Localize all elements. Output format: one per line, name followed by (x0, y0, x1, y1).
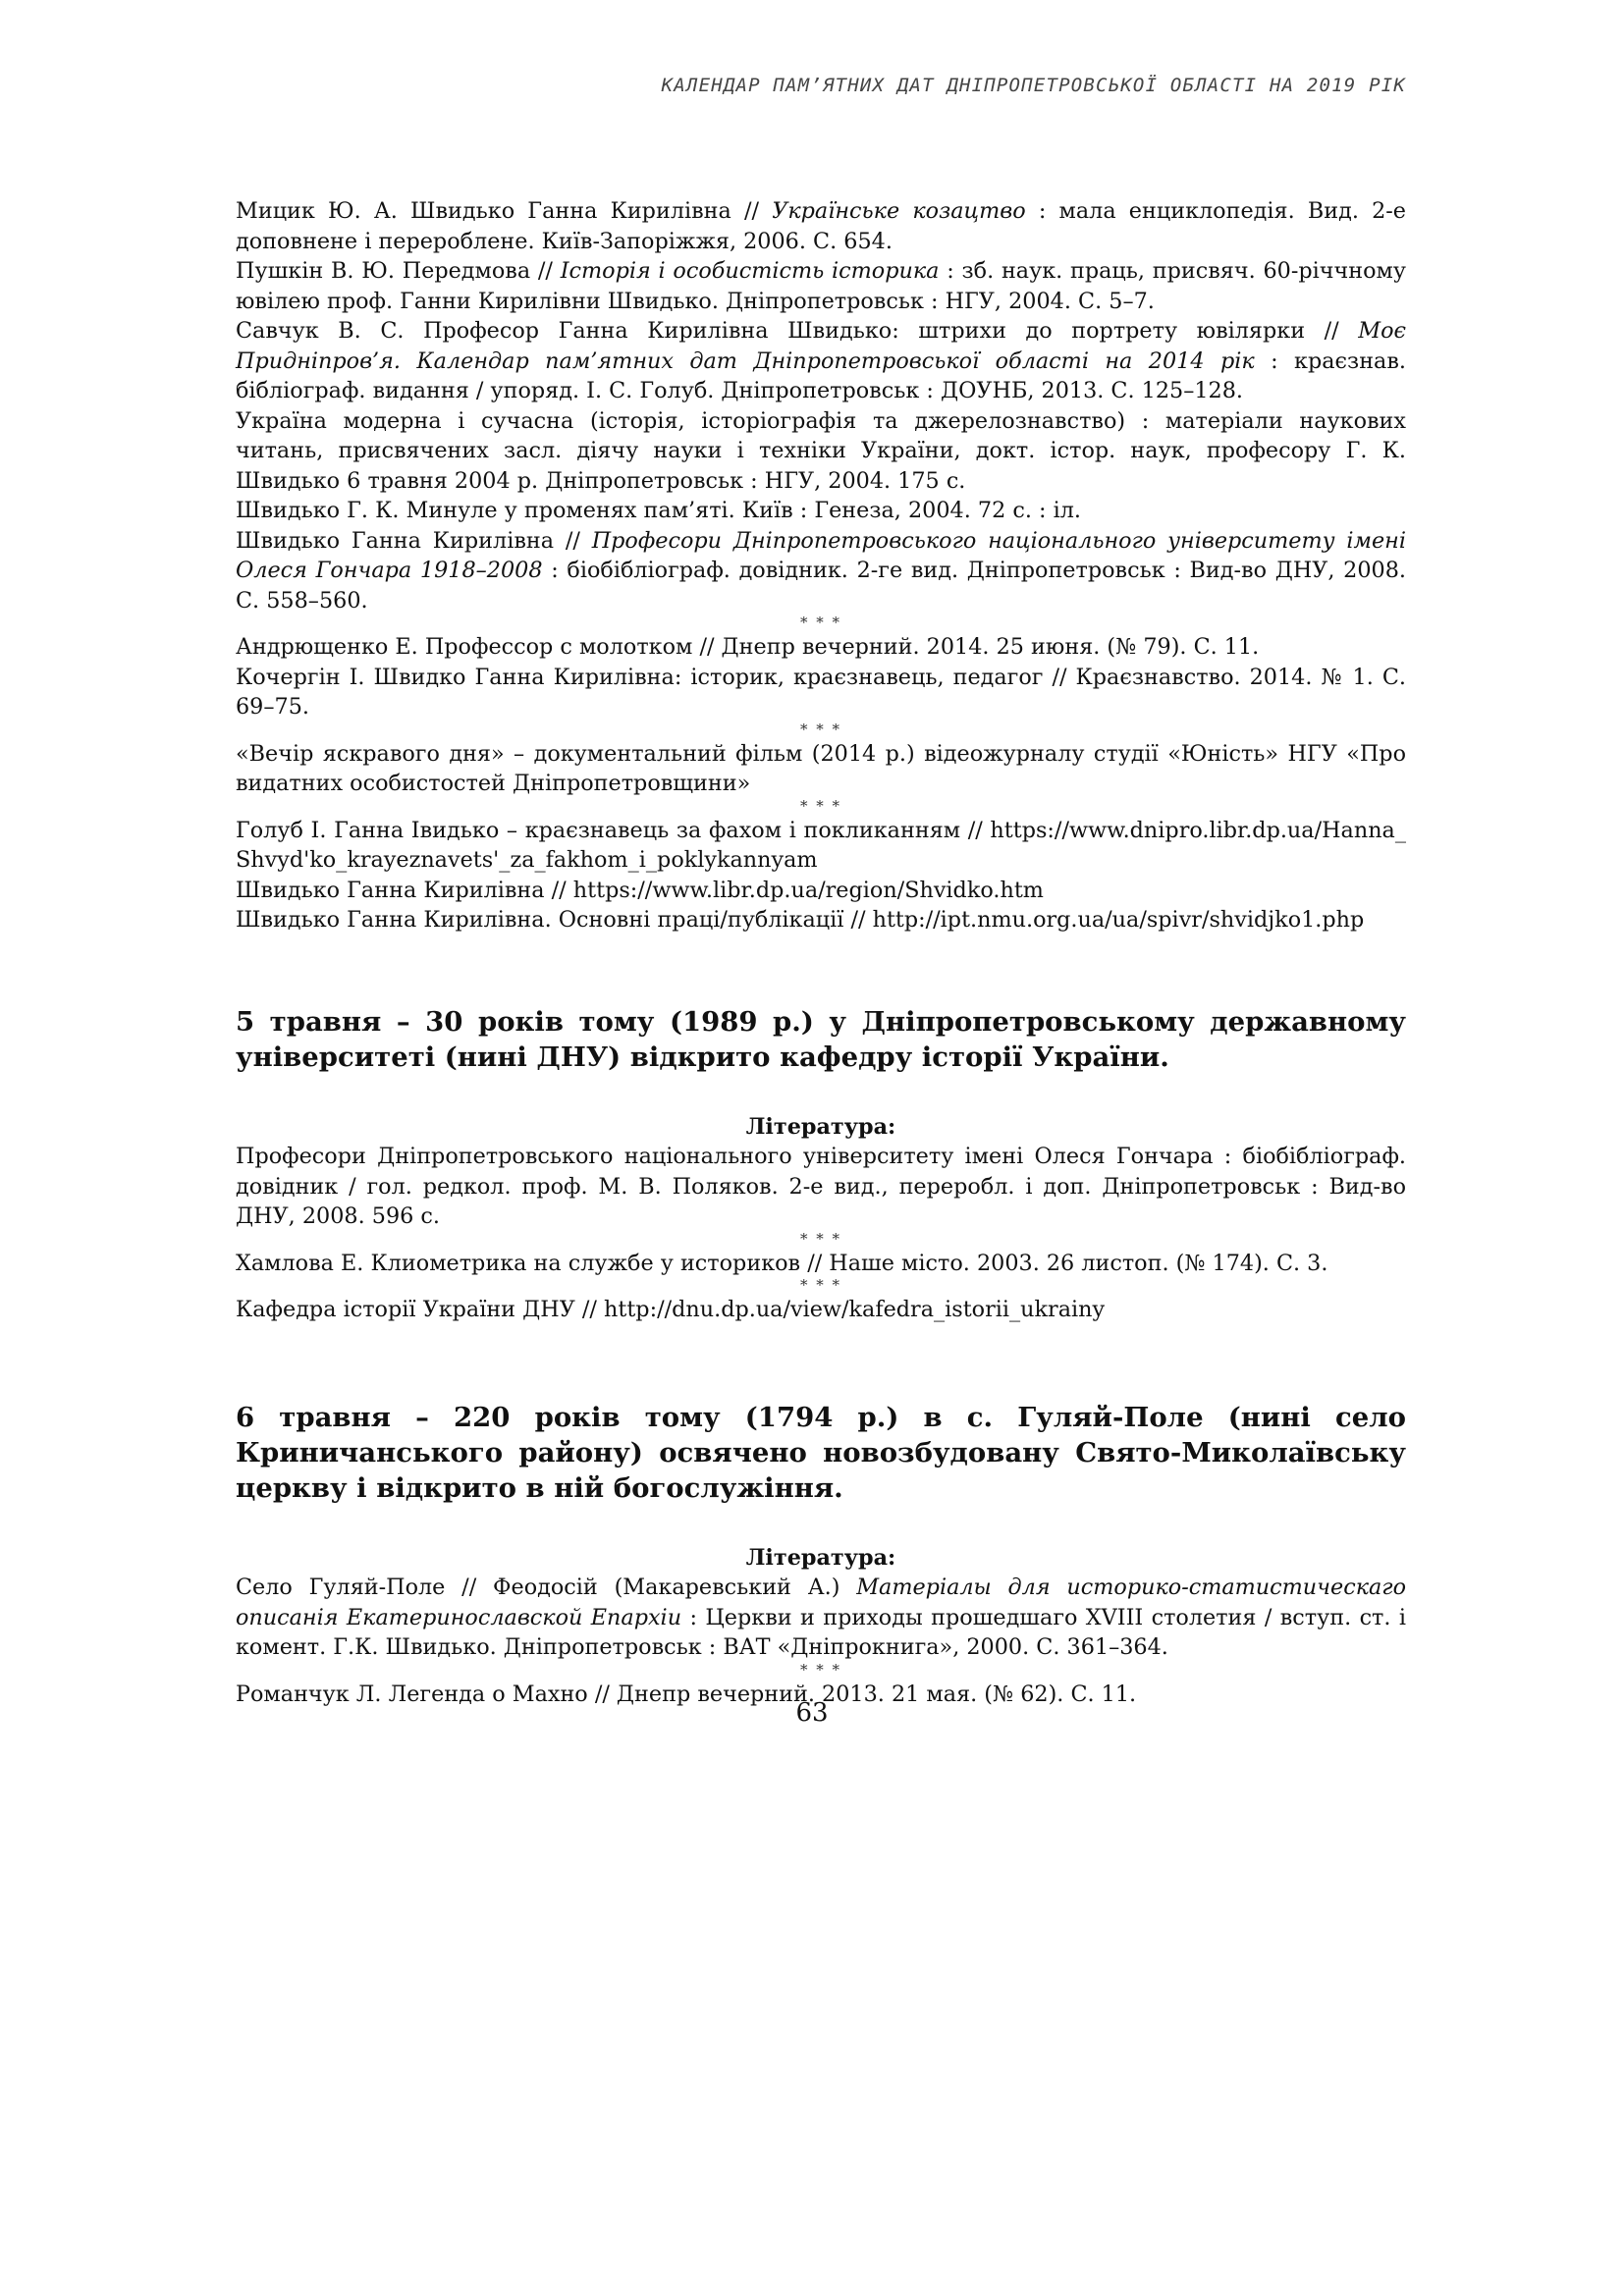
bibliography-entry: Кафедра історії України ДНУ // http://dnu.dp.ua/view/kafedra_istorii_ukrainy (236, 1297, 1106, 1322)
running-header: КАЛЕНДАР ПАМ’ЯТНИХ ДАТ ДНІПРОПЕТРОВСЬКОЇ ОБЛАСТІ НА 2019 РІК (661, 75, 1406, 96)
bibliography-entry: Савчук В. С. Професор Ганна Кирилівна Швидько: штрихи до портрету ювілярки // Моє Придніпров’я. Календар пам’ятних дат Дніпропетровської області на 2014 рік : краєзнав. бібліограф. видання / упоряд. І. С. Голуб. Дніпропетровськ : ДОУНБ, 2013. С. 125–128. (236, 318, 1406, 403)
separator-stars: * * * (799, 1229, 842, 1248)
bibliography-entry: Швидько Ганна Кирилівна // https://www.libr.dp.ua/region/Shvidko.htm (236, 877, 1044, 903)
bibliography-group-web (236, 816, 1406, 935)
bibliography-entry: Швидько Ганна Кирилівна // Професори Дніпропетровського національного університету імені Олеся Гончара 1918–2008 : біобібліограф. довідник. 2-ге вид. Дніпропетровськ : Вид-во ДНУ, 2008. С. 558–560. (236, 527, 1406, 614)
bibliography-entry: Мицик Ю. А. Швидько Ганна Кирилівна // Українське козацтво : мала енциклопедія. Вид. 2-е доповнене і перероблене. Київ-Запоріжжя, 2006. С. 654. (236, 198, 1407, 254)
separator-stars: * * * (799, 614, 842, 631)
literature-title: Література: (745, 1544, 896, 1571)
literature-title: Література: (745, 1113, 896, 1140)
page-number: 63 (795, 1698, 829, 1728)
section-heading: 6 травня – 220 років тому (1794 р.) в с. Гуляй-Поле (нині село Криничанського району) освячено новозбудовану Свято-Миколаївську церкву і відкрито в ній богослужіння. (236, 1401, 1406, 1504)
separator-stars: * * * (799, 796, 842, 815)
page-body (236, 196, 1406, 1709)
bibliography-entry: Романчук Л. Легенда о Махно // Днепр вечерний. 2013. 21 мая. (№ 62). С. 11. (236, 1681, 1137, 1707)
bibliography-entry: Хамлова Е. Клиометрика на службе у историков // Наше місто. 2003. 26 листоп. (№ 174). С. 3. (236, 1250, 1328, 1276)
bibliography-entry: Пушкін В. Ю. Передмова // Історія і особистість історика : зб. наук. праць, присвяч. 60-річчному ювілею проф. Ганни Кирилівни Швидько. Дніпропетровськ : НГУ, 2004. С. 5–7. (236, 258, 1407, 314)
bibliography-entry: Швидько Ганна Кирилівна. Основні праці/публікації // http://ipt.nmu.org.ua/ua/spivr/shvidjko1.php (236, 907, 1365, 933)
separator-stars: * * * (799, 1660, 842, 1679)
separator-stars: * * * (799, 1276, 842, 1294)
bibliography-entry: Село Гуляй-Поле // Феодосій (Макаревський А.) Матеріалы для историко-статистическаго описанія Екатеринославской Епархіи : Церкви и приходы прошедшаго XVIII столетия / вступ. ст. і комент. Г.К. Швидько. Дніпропетровськ : ВАТ «Дніпрокнига», 2000. С. 361–364. (236, 1575, 1407, 1660)
bibliography-entry: Голуб І. Ганна Івидько – краєзнавець за фахом і покликанням // https://www.dnipro.libr.dp.ua/Hanna_Shvyd'ko_krayeznavets'_za_fakhom_i_poklykannyam (236, 817, 1406, 873)
bibliography-entry: «Вечір яскравого дня» – документальний фільм (2014 р.) відеожурналу студії «Юність» НГУ «Про видатних особистостей Дніпропетровщини» (236, 740, 1406, 796)
bibliography-entry: Україна модерна і сучасна (історія, історіографія та джерелознавство) : матеріали наукових читань, присвячених засл. діячу науки і техніки України, докт. істор. наук, професору Г. К. Швидько 6 травня 2004 р. Дніпропетровськ : НГУ, 2004. 175 с. (236, 407, 1406, 494)
section-heading: 5 травня – 30 років тому (1989 р.) у Дніпропетровському державному університеті (нині ДНУ) відкрито кафедру історії України. (236, 1005, 1406, 1073)
bibliography-entry: Швидько Г. К. Минуле у променях пам’яті. Київ : Генеза, 2004. 72 с. : іл. (236, 498, 1081, 523)
bibliography-entry: Кочергін І. Швидко Ганна Кирилівна: історик, краєзнавець, педагог // Краєзнавство. 2014. № 1. С. 69–75. (236, 664, 1406, 720)
separator-stars: * * * (799, 720, 842, 738)
bibliography-entry: Професори Дніпропетровського національного університету імені Олеся Гончара : біобібліограф. довідник / гол. редкол. проф. М. В. Поляков. 2-е вид., переробл. і доп. Дніпропетровськ : Вид-во ДНУ, 2008. 596 с. (236, 1144, 1406, 1229)
bibliography-entry: Андрющенко Е. Профессор с молотком // Днепр вечерний. 2014. 25 июня. (№ 79). С. 11. (236, 634, 1260, 660)
bibliography-group-1 (236, 196, 1406, 615)
bibliography-group-2 (236, 632, 1406, 722)
